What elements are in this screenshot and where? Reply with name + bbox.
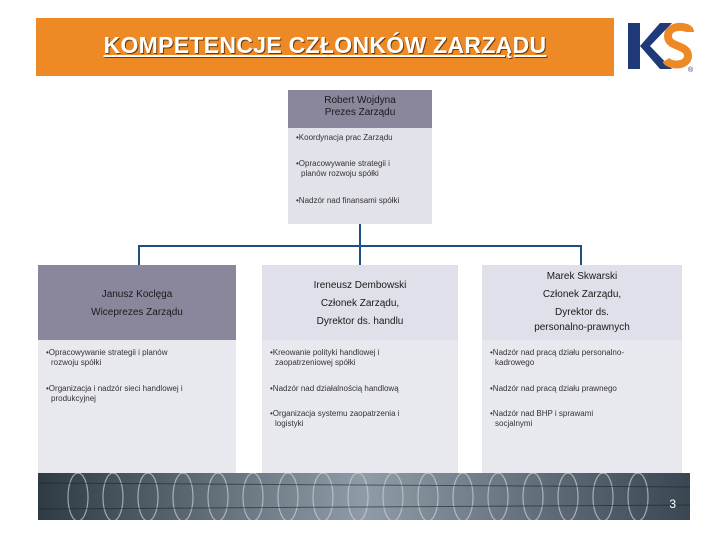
director-role: Wiceprezes Zarządu: [91, 307, 183, 318]
task-item: •Kreowanie polityki handlowej i: [270, 348, 380, 357]
ceo-task: •Koordynacja prac Zarządu: [296, 133, 393, 142]
ceo-name: Robert Wojdyna: [324, 95, 396, 106]
task-item: •Nadzór nad pracą działu prawnego: [490, 384, 617, 393]
svg-text:®: ®: [688, 67, 694, 74]
director-box-koclega: [38, 265, 236, 340]
task-item: •Organizacja i nadzór sieci handlowej i: [46, 384, 183, 393]
director-role: Dyrektor ds. handlu: [316, 316, 404, 327]
ks-logo: [624, 20, 696, 74]
task-item: produkcyjnej: [51, 394, 96, 403]
director-role: Członek Zarządu,: [542, 289, 622, 300]
task-item: •Organizacja systemu zaopatrzenia i: [270, 409, 400, 418]
director-box-dembowski: [262, 265, 458, 340]
ceo-task: •Opracowywanie strategii i: [296, 159, 390, 168]
director-role: personalno-prawnych: [534, 322, 630, 333]
task-item: •Nadzór nad pracą działu personalno-: [490, 348, 624, 357]
ceo-header: [288, 90, 432, 128]
director-role: Dyrektor ds.: [555, 307, 609, 318]
task-item: •Opracowywanie strategii i planów: [46, 348, 168, 357]
ceo-task: •Nadzór nad finansami spółki: [296, 196, 400, 205]
task-item: zaopatrzeniowej spółki: [275, 358, 356, 367]
wire-coil-image: [38, 473, 690, 520]
connector-right: [580, 245, 582, 265]
decorative-photo-strip: [38, 473, 690, 520]
ceo-tasks: [288, 128, 432, 224]
tasks-koclega: [38, 340, 236, 480]
director-name: Janusz Koclęga: [101, 289, 173, 300]
connector-center: [359, 245, 361, 265]
page-title: KOMPETENCJE CZŁONKÓW ZARZĄDU: [103, 32, 547, 58]
connector-vertical-main: [359, 224, 361, 246]
task-item: logistyki: [275, 419, 304, 428]
director-name: Ireneusz Dembowski: [313, 280, 407, 291]
director-name: Marek Skwarski: [546, 271, 618, 282]
title-bar: [36, 18, 614, 76]
tasks-dembowski: [262, 340, 458, 480]
task-item: •Nadzór nad BHP i sprawami: [490, 409, 594, 418]
task-item: socjalnymi: [495, 419, 533, 428]
director-role: Członek Zarządu,: [320, 298, 400, 309]
task-item: •Nadzór nad działalnością handlową: [270, 384, 399, 393]
task-item: rozwoju spółki: [51, 358, 102, 367]
tasks-skwarski: [482, 340, 682, 480]
ceo-role: Prezes Zarządu: [324, 107, 396, 118]
director-box-skwarski: [482, 265, 682, 340]
ceo-task: planów rozwoju spółki: [301, 169, 379, 178]
page-number: 3: [669, 497, 676, 511]
connector-left: [138, 245, 140, 265]
task-item: kadrowego: [495, 358, 535, 367]
